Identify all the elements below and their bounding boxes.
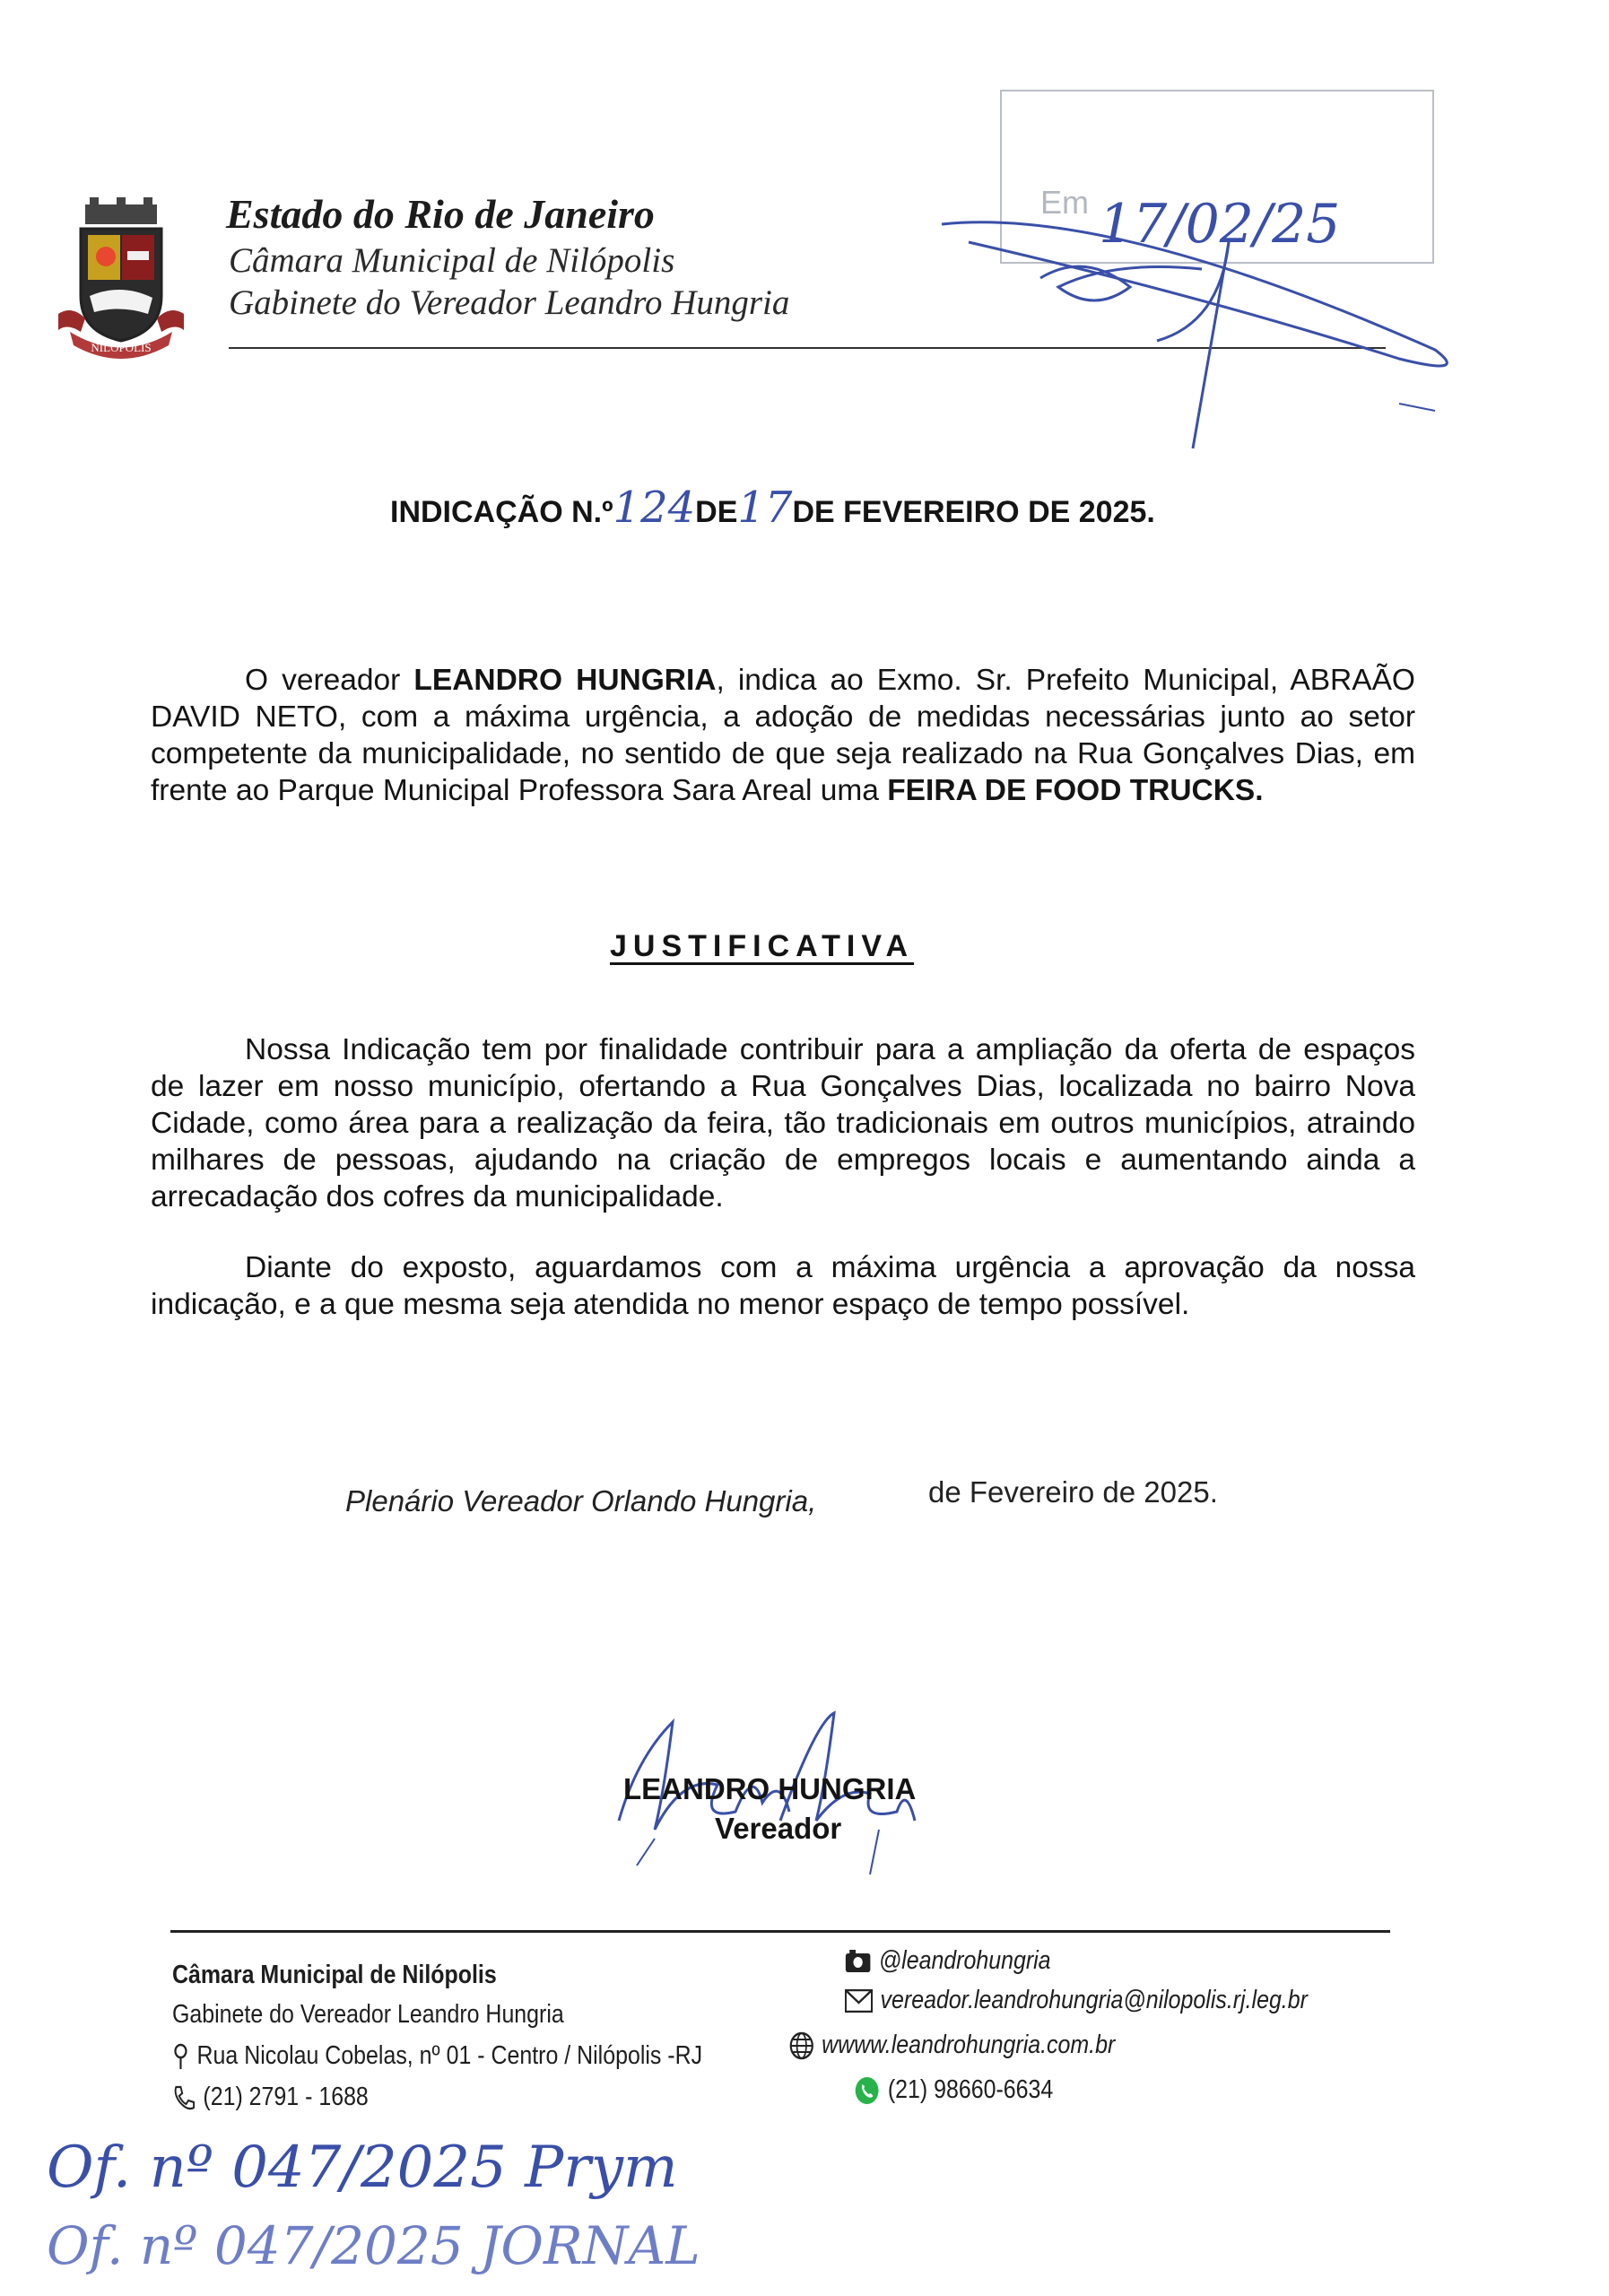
whatsapp-icon [854,2075,880,2106]
stamp-signature-scribble [933,188,1489,457]
paragraph3-text: Diante do exposto, aguardamos com a máxima urgência a aprovação da nossa indicação, e a que mesma seja atendida no menor espaço de tempo possível. [151,1251,1415,1321]
footer-divider [170,1930,1390,1933]
footer-instagram-line [845,1946,1051,1976]
stamp-handwritten-date: 17/02/25 [1099,193,1341,256]
crest-text: NILÓPOLIS [91,341,152,354]
justification-heading: JUSTIFICATIVA [610,929,915,963]
title-suffix: DE FEVEREIRO DE 2025. [792,495,1155,529]
phone-icon [172,2084,196,2111]
footer-website[interactable]: wwww.leandrohungria.com.br [822,2031,1116,2059]
footer-email-line [845,1986,1308,2015]
title-number: 124 [613,483,696,533]
handwritten-protocol-note: Of. nº 047/2025 Prym [47,2135,678,2201]
camera-icon [845,1950,871,1973]
paragraph2-text: Nossa Indicação tem por finalidade contribuir para a ampliação da oferta de espaços de lazer em nosso município, ofertando a Rua Gonçalves Dias, localizada no bairro Nova Cidade, como área para a realização da feira, tão tradicionais em outros municípios, atraindo milhares de pessoas, ajudando na criação de empregos locais e aumentando ainda a arrecadação dos cofres da municipalidade. [151,1033,1415,1213]
closing-date: de Fevereiro de 2025. [928,1475,1218,1509]
paragraph1-bold-end: FEIRA DE FOOD TRUCKS. [887,774,1264,807]
signer-role: Vereador [715,1812,842,1845]
footer-phone: (21) 2791 - 1688 [203,2083,369,2111]
title-day: 17 [737,483,793,533]
title-de: DE [695,495,738,529]
body-paragraph-2 [151,1031,1415,1215]
footer-instagram[interactable]: @leandrohungria [878,1946,1051,1975]
paragraph1-text: , indica ao Exmo. Sr. Prefeito Municipal, ABRAÃO DAVID NETO, com a máxima urgência, a adoção de medidas necessárias junto ao setor competente da municipalidade, no sentido de que seja realizado na Rua Gonçalves Dias, em frente ao Parque Municipal Professora Sara Areal uma [151,664,1415,807]
handwritten-protocol-note-2: Of. nº 047/2025 JORNAL [47,2215,700,2276]
body-paragraph-1 [151,662,1415,809]
footer-chamber: Câmara Municipal de Nilópolis [172,1961,497,1989]
title-prefix: INDICAÇÃO N.º [390,495,613,529]
footer-office: Gabinete do Vereador Leandro Hungria [172,2000,564,2029]
envelope-icon [845,1989,873,2013]
footer-phone-line [172,2083,369,2112]
body-paragraph-3 [151,1249,1415,1323]
footer-whatsapp-line [854,2075,1053,2106]
header-state: Estado do Rio de Janeiro [226,191,655,237]
globe-icon [789,2031,814,2060]
signer-name: LEANDRO HUNGRIA [623,1772,917,1805]
header-chamber: Câmara Municipal de Nilópolis [229,241,675,280]
footer-website-line [789,2031,1115,2060]
paragraph1-name: LEANDRO HUNGRIA [413,664,717,697]
header-office: Gabinete do Vereador Leandro Hungria [229,283,790,322]
footer-address: Rua Nicolau Cobelas, nº 01 - Centro / Nilópolis -RJ [196,2041,703,2070]
closing-place: Plenário Vereador Orlando Hungria, [345,1484,817,1518]
municipal-crest-logo [54,197,188,359]
footer-whatsapp: (21) 98660-6634 [887,2075,1054,2104]
document-title [390,483,1155,533]
footer-email[interactable]: vereador.leandrohungria@nilopolis.rj.leg.br [880,1986,1308,2014]
location-pin-icon [172,2043,189,2070]
footer-address-line [172,2041,702,2071]
stamp-label: Em [1040,184,1089,221]
paragraph1-prefix: O vereador [245,664,401,697]
